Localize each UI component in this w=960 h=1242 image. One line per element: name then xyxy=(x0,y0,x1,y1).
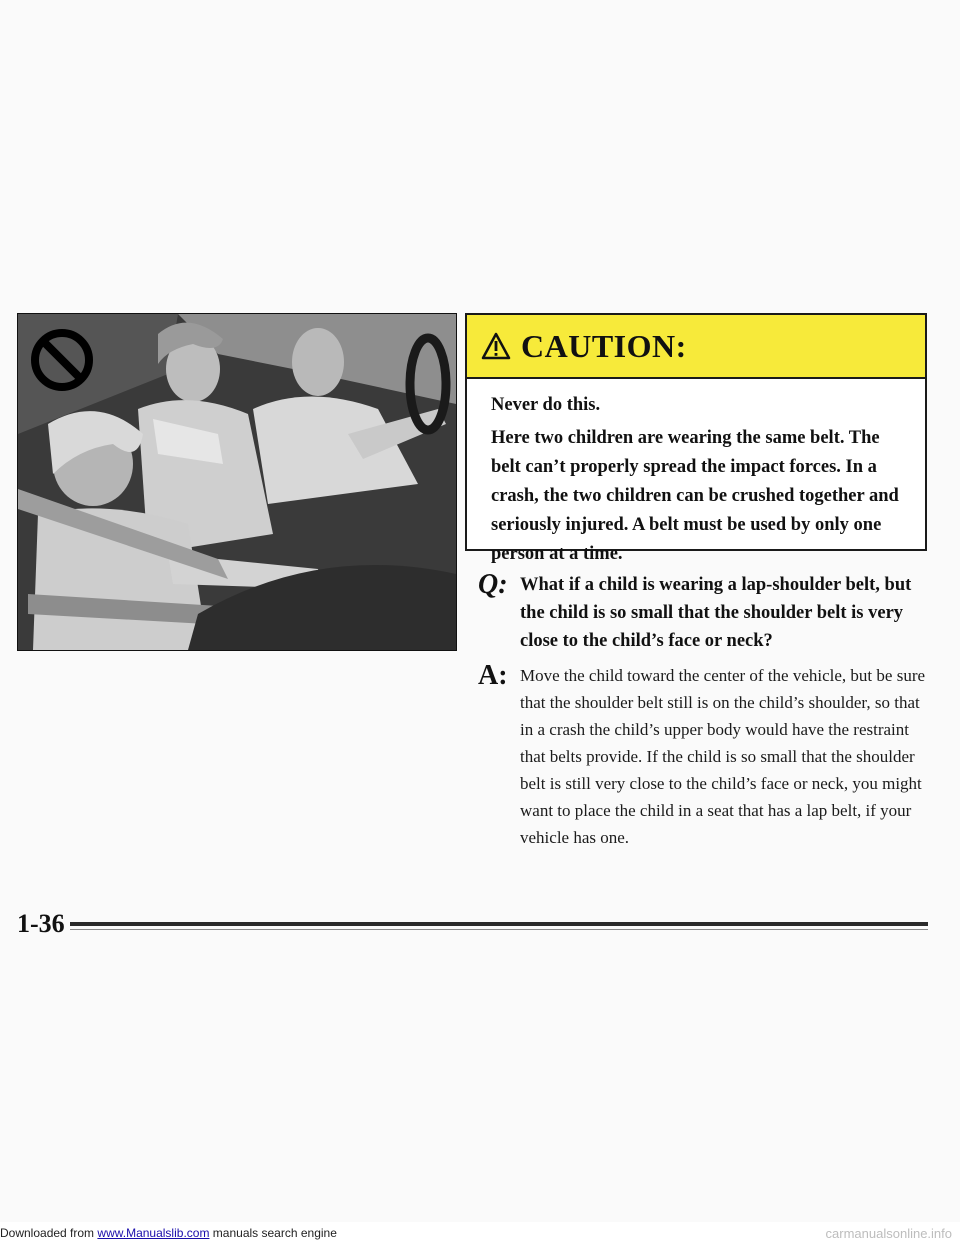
answer-block xyxy=(478,662,938,851)
warning-triangle-icon xyxy=(481,332,511,360)
answer-marker: A: xyxy=(478,660,508,691)
footer-rule xyxy=(70,922,928,926)
download-suffix: manuals search engine xyxy=(212,1226,337,1240)
prohibition-icon xyxy=(30,328,94,392)
manualslib-link[interactable]: www.Manualslib.com xyxy=(97,1226,210,1240)
caution-body-text: Here two children are wearing the same belt. The belt can’t properly spread the impact forces. In a crash, the two children can be crushed together and seriously injured. A belt must be used by only one person at a time. xyxy=(491,428,899,564)
watermark: carmanualsonline.info xyxy=(825,1226,952,1241)
caution-title: CAUTION: xyxy=(521,327,687,364)
caution-box xyxy=(465,313,927,564)
question-marker: Q: xyxy=(478,569,508,600)
download-banner xyxy=(0,1226,960,1242)
caution-lead-text: Never do this. xyxy=(491,395,601,415)
caution-body xyxy=(467,379,925,569)
page-number: 1-36 xyxy=(17,909,65,938)
question-block xyxy=(478,571,938,655)
two-children-one-belt-illustration xyxy=(17,313,457,651)
footer-rule-thin xyxy=(70,929,928,930)
answer-text: Move the child toward the center of the vehicle, but be sure that the shoulder belt still is on the child’s shoulder, so that in a crash the child’s upper body would have the restraint that belts provide. If the child is so small that the shoulder belt is still very close to the child’s face or neck, you might want to place the child in a seat that has a lap belt, if your vehicle has one. xyxy=(520,666,926,847)
caution-header xyxy=(467,315,925,379)
question-text: What if a child is wearing a lap-shoulder belt, but the child is so small that the shoulder belt is very close to the child’s face or neck? xyxy=(520,575,912,651)
download-prefix: Downloaded from xyxy=(0,1226,95,1240)
